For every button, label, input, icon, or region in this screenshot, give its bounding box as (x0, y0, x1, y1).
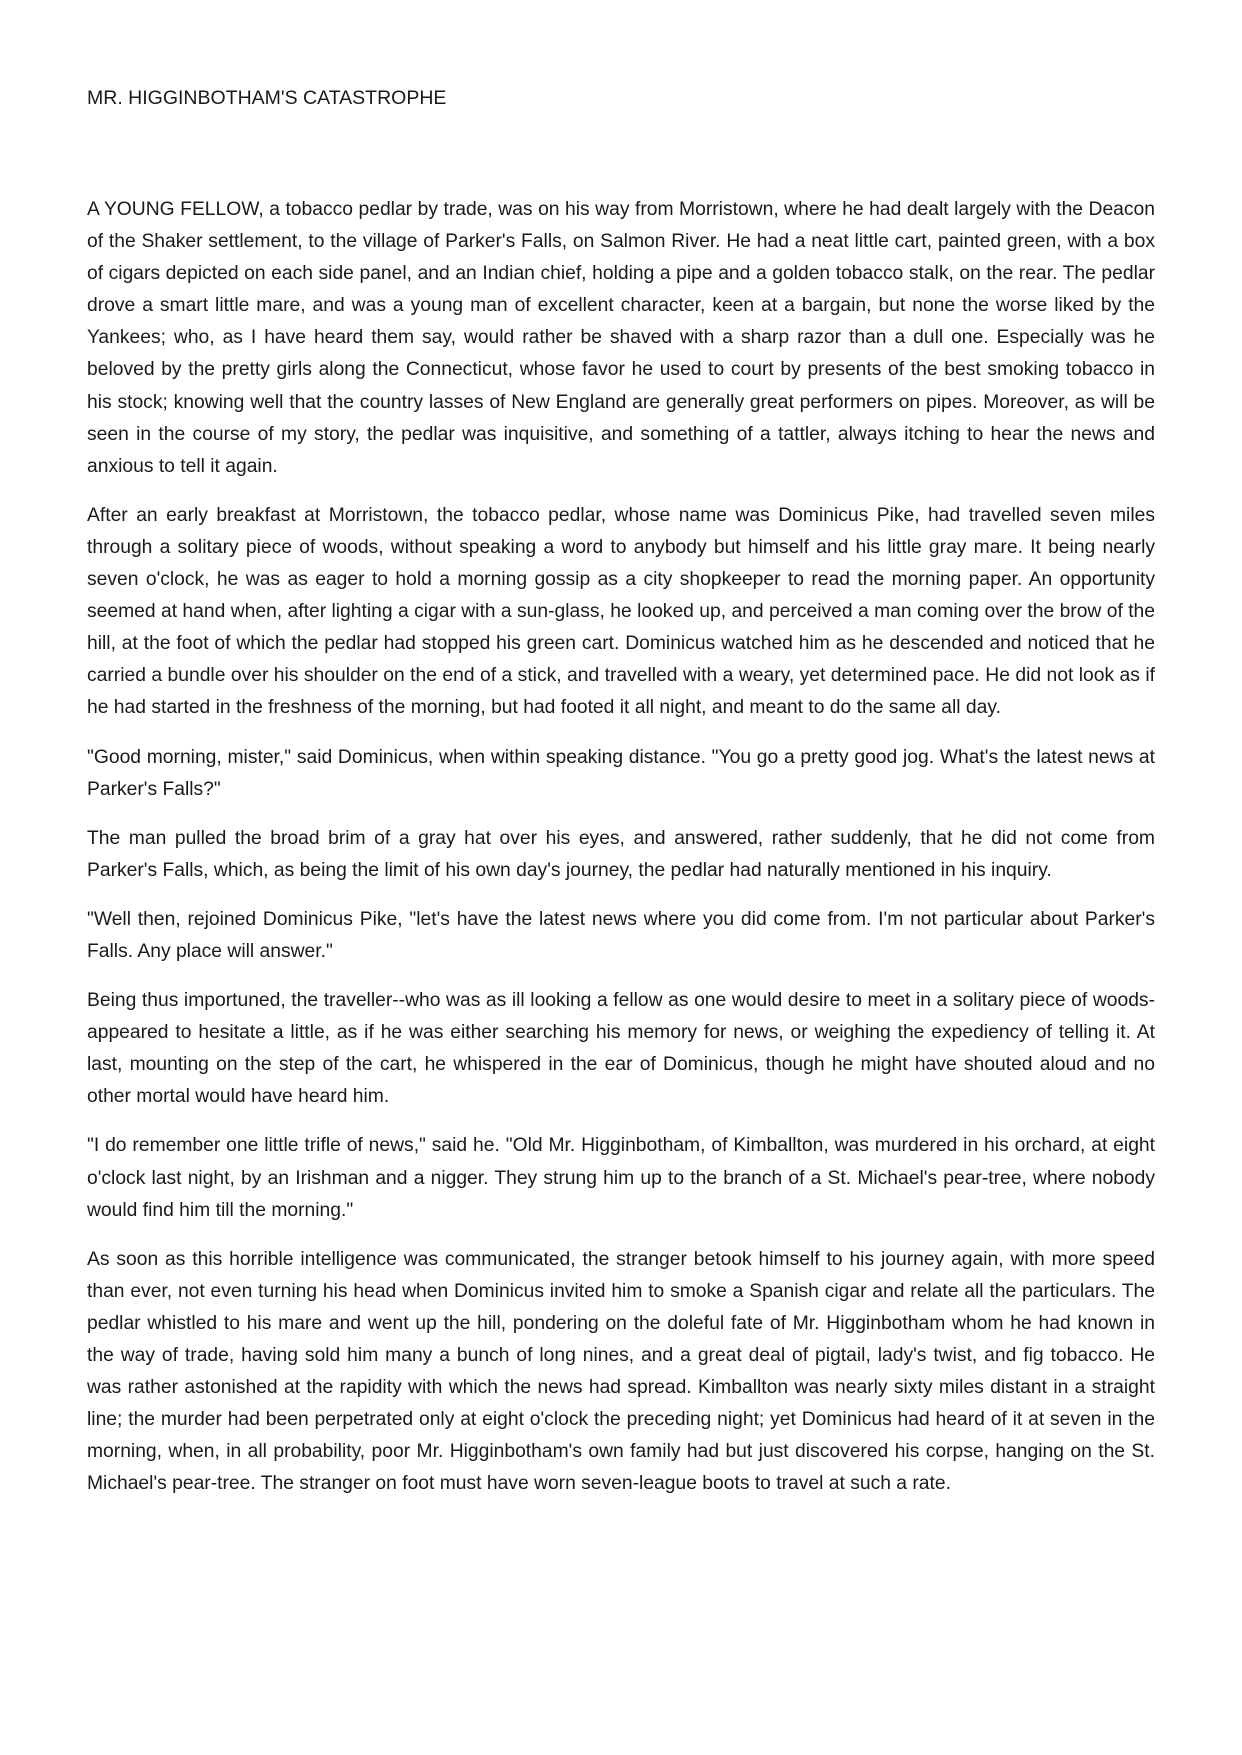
paragraph: "Good morning, mister," said Dominicus, when within speaking distance. "You go a pretty good jog. What's the latest news at Parker's Falls?" (87, 746, 1155, 800)
paragraph: Being thus importuned, the traveller--who was as ill looking a fellow as one would desire to meet in a solitary piece of woods- appeared to hesitate a little, as if he was either searching his memory for news, or weighing the expediency of telling it. At last, mounting on the step of the cart, he whispered in the ear of Dominicus, though he might have shouted aloud and no other mortal would have heard him. (87, 990, 1155, 1108)
document-page (87, 84, 1155, 1517)
document-title: MR. HIGGINBOTHAM'S CATASTROPHE (87, 87, 447, 109)
paragraph: The man pulled the broad brim of a gray hat over his eyes, and answered, rather suddenly, that he did not come from Parker's Falls, which, as being the limit of his own day's journey, the pedlar had naturally mentioned in his inquiry. (87, 827, 1155, 881)
paragraph: "Well then, rejoined Dominicus Pike, "let's have the latest news where you did come from. I'm not particular about Parker's Falls. Any place will answer." (87, 908, 1155, 962)
paragraph: A YOUNG FELLOW, a tobacco pedlar by trade, was on his way from Morristown, where he had dealt largely with the Deacon of the Shaker settlement, to the village of Parker's Falls, on Salmon River. He had a neat little cart, painted green, with a box of cigars depicted on each side panel, and an Indian chief, holding a pipe and a golden tobacco stalk, on the rear. The pedlar drove a smart little mare, and was a young man of excellent character, keen at a bargain, but none the worse liked by the Yankees; who, as I have heard them say, would rather be shaved with a sharp razor than a dull one. Especially was he beloved by the pretty girls along the Connecticut, whose favor he used to court by presents of the best smoking tobacco in his stock; knowing well that the country lasses of New England are generally great performers on pipes. Moreover, as will be seen in the course of my story, the pedlar was inquisitive, and something of a tattler, always itching to hear the news and anxious to tell it again. (87, 199, 1155, 477)
paragraph: After an early breakfast at Morristown, the tobacco pedlar, whose name was Dominicus Pike, had travelled seven miles through a solitary piece of woods, without speaking a word to anybody but himself and his little gray mare. It being nearly seven o'clock, he was as eager to hold a morning gossip as a city shopkeeper to read the morning paper. An opportunity seemed at hand when, after lighting a cigar with a sun-glass, he looked up, and perceived a man coming over the brow of the hill, at the foot of which the pedlar had stopped his green cart. Dominicus watched him as he descended and noticed that he carried a bundle over his shoulder on the end of a stick, and travelled with a weary, yet determined pace. He did not look as if he had started in the freshness of the morning, but had footed it all night, and meant to do the same all day. (87, 504, 1155, 719)
paragraph: As soon as this horrible intelligence was communicated, the stranger betook himself to his journey again, with more speed than ever, not even turning his head when Dominicus invited him to smoke a Spanish cigar and relate all the particulars. The pedlar whistled to his mare and went up the hill, pondering on the doleful fate of Mr. Higginbotham whom he had known in the way of trade, having sold him many a bunch of long nines, and a great deal of pigtail, lady's twist, and fig tobacco. He was rather astonished at the rapidity with which the news had spread. Kimballton was nearly sixty miles distant in a straight line; the murder had been perpetrated only at eight o'clock the preceding night; yet Dominicus had heard of it at seven in the morning, when, in all probability, poor Mr. Higginbotham's own family had but just discovered his corpse, hanging on the St. Michael's pear-tree. The stranger on foot must have worn seven-league boots to travel at such a rate. (87, 1248, 1155, 1495)
paragraph: "I do remember one little trifle of news," said he. "Old Mr. Higginbotham, of Kimballton, was murdered in his orchard, at eight o'clock last night, by an Irishman and a nigger. They strung him up to the branch of a St. Michael's pear-tree, where nobody would find him till the morning." (87, 1135, 1155, 1221)
